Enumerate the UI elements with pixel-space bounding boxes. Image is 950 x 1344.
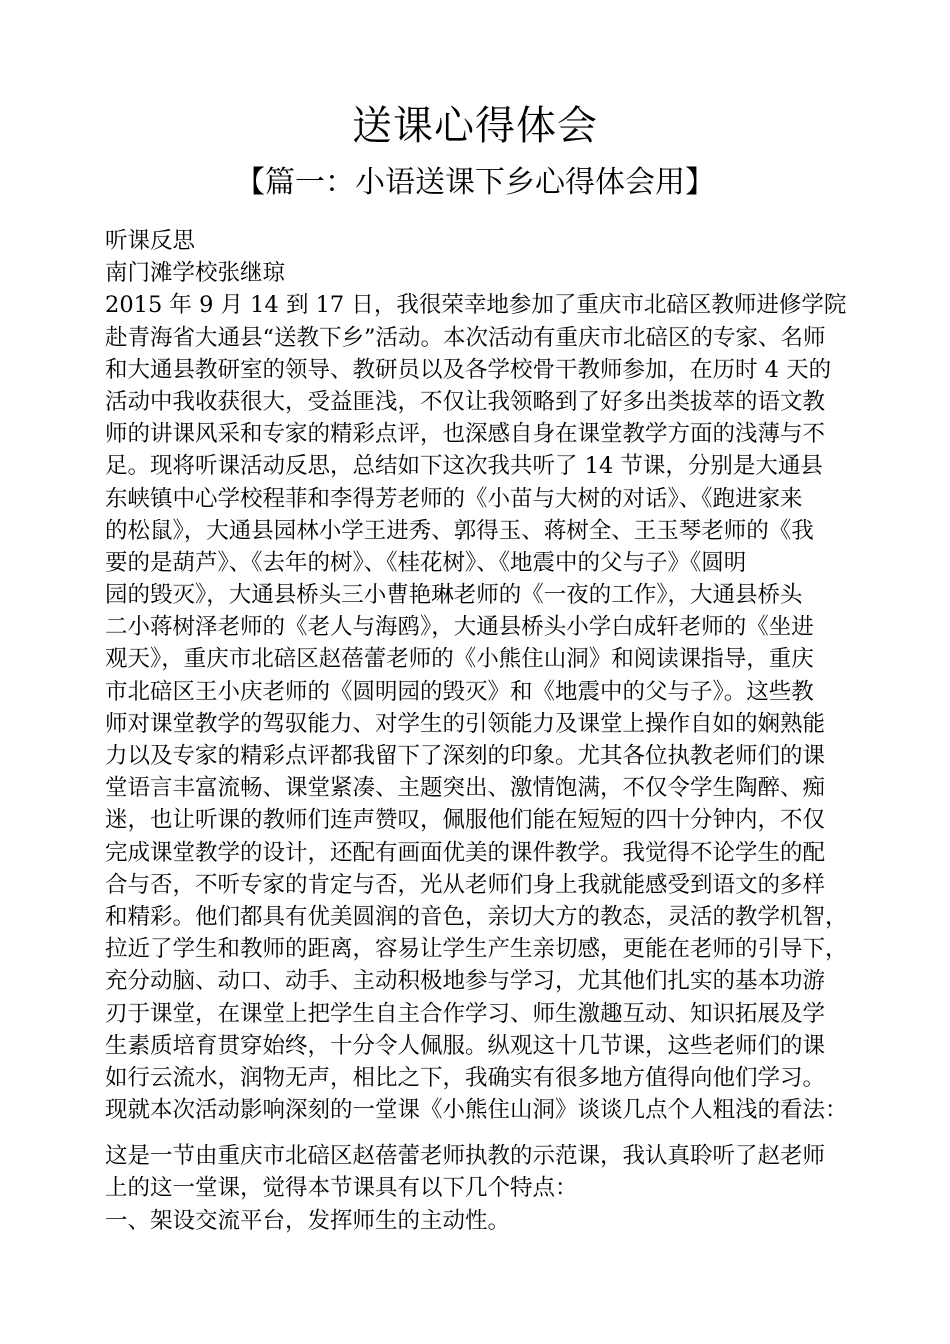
body-line: 和大通县教研室的领导、教研员以及各学校骨干教师参加，在历时 4 天的 — [105, 356, 832, 383]
body-line: 南门滩学校张继琼 — [105, 260, 286, 287]
body-line: 师对课堂教学的驾驭能力、对学生的引领能力及课堂上操作自如的娴熟能 — [105, 710, 826, 737]
body-line: 力以及专家的精彩点评都我留下了深刻的印象。尤其各位执教老师们的课 — [105, 743, 826, 769]
body-line: 东峡镇中心学校程菲和李得芳老师的《小苗与大树的对话》、《跑进家来 — [105, 485, 803, 512]
body-line: 迷，也让听课的教师们连声赞叹，佩服他们能在短短的四十分钟内，不仅 — [105, 807, 826, 834]
body-line: 师的讲课风采和专家的精彩点评，也深感自身在课堂教学方面的浅薄与不 — [105, 421, 826, 448]
body-line: 市北碚区王小庆老师的《圆明园的毁灭》和《地震中的父与子》。这些教 — [105, 678, 814, 705]
body-line: 这是一节由重庆市北碚区赵蓓蕾老师执教的示范课，我认真聆听了赵老师 — [105, 1143, 826, 1170]
body-line: 完成课堂教学的设计，还配有画面优美的课件教学。我觉得不论学生的配 — [105, 839, 826, 866]
body-line: 听课反思 — [105, 228, 196, 254]
paragraph-gap — [105, 1126, 857, 1140]
body-line: 二小蒋树泽老师的《老人与海鸥》，大通县桥头小学白成轩老师的《坐进 — [105, 614, 814, 641]
body-line: 上的这一堂课，觉得本节课具有以下几个特点： — [105, 1175, 578, 1202]
body-line: 园的毁灭》，大通县桥头三小曹艳琳老师的《一夜的工作》，大通县桥头 — [105, 582, 803, 609]
body-line: 一、架设交流平台，发挥师生的主动性。 — [105, 1207, 511, 1234]
body-line: 足。现将听课活动反思，总结如下这次我共听了 14 节课，分别是大通县 — [105, 453, 823, 480]
body-line: 堂语言丰富流畅、课堂紧凑、主题突出、激情饱满，不仅令学生陶醉、痴 — [105, 775, 826, 802]
document-subtitle: 【篇一：小语送课下乡心得体会用】 — [235, 165, 715, 200]
document-body — [105, 225, 857, 1237]
body-line: 要的是葫芦》、《去年的树》、《桂花树》、《地震中的父与子》《圆明 — [105, 549, 747, 576]
body-line: 观天》，重庆市北碚区赵蓓蕾老师的《小熊住山洞》和阅读课指导，重庆 — [105, 646, 814, 673]
body-line: 活动中我收获很大，受益匪浅，不仅让我领略到了好多出类拔萃的语文教 — [105, 388, 826, 415]
body-line: 合与否，不听专家的肯定与否，光从老师们身上我就能感受到语文的多样 — [105, 871, 826, 898]
body-line: 现就本次活动影响深刻的一堂课《小熊住山洞》谈谈几点个人粗浅的看法： — [105, 1097, 848, 1124]
body-line: 生素质培育贯穿始终，十分令人佩服。纵观这十几节课，这些老师们的课 — [105, 1032, 826, 1059]
body-line: 刃于课堂，在课堂上把学生自主合作学习、师生激趣互动、知识拓展及学 — [105, 1000, 826, 1027]
body-line: 拉近了学生和教师的距离，容易让学生产生亲切感，更能在老师的引导下， — [105, 936, 848, 963]
body-line: 和精彩。他们都具有优美圆润的音色，亲切大方的教态，灵活的教学机智， — [105, 903, 848, 930]
body-line: 赴青海省大通县“送教下乡”活动。本次活动有重庆市北碚区的专家、名师 — [105, 324, 826, 351]
body-line: 2015 年 9 月 14 到 17 日，我很荣幸地参加了重庆市北碚区教师进修学院 — [105, 292, 847, 319]
body-line: 的松鼠》，大通县园林小学王进秀、郭得玉、蒋树全、王玉琴老师的《我 — [105, 517, 814, 544]
body-line: 充分动脑、动口、动手、主动积极地参与学习，尤其他们扎实的基本功游 — [105, 968, 826, 995]
body-line: 如行云流水，润物无声，相比之下，我确实有很多地方值得向他们学习。 — [105, 1064, 826, 1091]
document-title: 送课心得体会 — [352, 103, 598, 149]
